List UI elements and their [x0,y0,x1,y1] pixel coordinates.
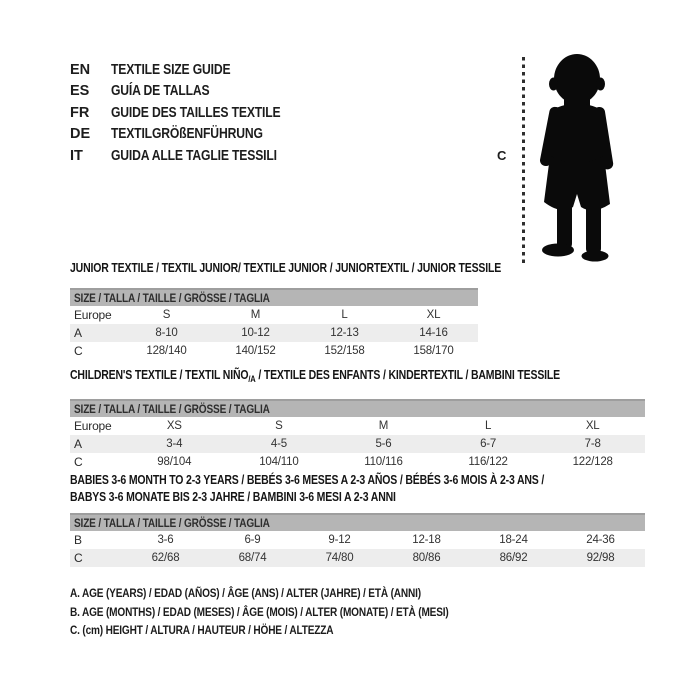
height-measure-label: C [497,148,507,163]
table-title: BABIES 3-6 MONTH TO 2-3 YEARS / BEBÉS 3-6 MESES A 2-3 AÑOS / BÉBÉS 3-6 MOIS À 2-3 ANS / BABYS 3-6 MONATE BIS 2-3 JAHRE / BAMBINI 3-6 MESI A 2-3 ANNI [70,473,545,504]
table-row [70,306,478,324]
size-header-bar: SIZE / TALLA / TAILLE / GRÖSSE / TAGLIA [70,399,645,417]
table-title: JUNIOR TEXTILE / TEXTIL JUNIOR/ TEXTILE JUNIOR / JUNIORTEXTIL / JUNIOR TESSILE [70,261,502,275]
height-cell: 122/128 [572,456,613,468]
language-label: TEXTILGRÖßENFÜHRUNG [111,126,263,143]
row-label: Europe [74,308,112,322]
age-cell: 5-6 [375,438,392,450]
size-cell: L [341,309,348,321]
language-row-de [70,124,313,146]
height-cell: 158/170 [413,345,454,357]
age-cell: 10-12 [241,327,270,339]
table-title: CHILDREN'S TEXTILE / TEXTIL $NIÑO_{/A}$ / TEXTILE DES ENFANTS / KINDERTEXTIL / BAMBINI TESSILE [70,368,561,384]
height-cell: 98/104 [157,456,192,468]
baby-silhouette-icon [531,52,631,264]
size-cell: XS [166,420,182,432]
height-cell: 110/116 [364,456,403,468]
height-cell: 68/74 [238,552,267,564]
table-row [70,435,645,453]
language-code: ES [70,83,90,100]
table-row [70,531,645,549]
size-cell: S [275,420,283,432]
language-row-fr [70,102,313,124]
language-list [70,59,313,167]
language-label: GUÍA DE TALLAS [111,83,210,100]
row-label: C [74,551,83,565]
size-cell: XL [426,309,441,321]
size-cell: M [378,420,389,432]
age-cell: 14-16 [419,327,448,339]
size-cell: S [162,309,171,321]
table-row [70,342,478,360]
age-cell: 6-9 [244,534,261,546]
height-cell: 62/68 [151,552,180,564]
table-row [70,324,478,342]
table-row [70,549,645,567]
height-cell: 86/92 [499,552,528,564]
size-cell: XL [585,420,600,432]
height-cell: 116/122 [468,456,508,468]
age-cell: 18-24 [499,534,528,546]
language-code: IT [70,147,83,164]
age-cell: 4-5 [270,438,287,450]
age-cell: 6-7 [480,438,497,450]
row-label: B [74,533,82,547]
row-label: C [74,344,83,358]
age-cell: 3-6 [157,534,174,546]
height-cell: 140/152 [235,345,276,357]
language-label: GUIDE DES TAILLES TEXTILE [111,104,281,121]
language-row-it [70,145,313,167]
age-cell: 12-18 [412,534,441,546]
childrens-textile-table [70,368,645,471]
footnote-b: B. AGE (MONTHS) / EDAD (MESES) / ÂGE (MOIS) / ALTER (MONATE) / ETÀ (MESI) [70,604,449,619]
language-code: EN [70,61,91,78]
babies-textile-table [70,472,645,567]
row-label: A [74,437,82,451]
height-cell: 74/80 [325,552,354,564]
height-dotted-line [522,57,525,263]
height-cell: 92/98 [586,552,615,564]
language-code: FR [70,104,90,121]
table-row [70,417,645,435]
height-cell: 80/86 [412,552,441,564]
footnote-c: C. (cm) HEIGHT / ALTURA / HAUTEUR / HÖHE / ALTEZZA [70,623,334,637]
age-cell: 8-10 [155,327,178,339]
age-cell: 9-12 [328,534,351,546]
language-label: TEXTILE SIZE GUIDE [111,61,231,78]
language-label: GUIDA ALLE TAGLIE TESSILI [111,147,277,164]
row-label: C [74,455,83,469]
size-header-bar: SIZE / TALLA / TAILLE / GRÖSSE / TAGLIA [70,288,478,306]
footnote-a: A. AGE (YEARS) / EDAD (AÑOS) / ÂGE (ANS) / ALTER (JAHRE) / ETÀ (ANNI) [70,586,421,600]
height-cell: 104/110 [259,456,299,468]
size-cell: L [484,420,492,432]
footnotes [70,584,521,640]
age-cell: 3-4 [166,438,183,450]
size-cell: M [250,309,261,321]
height-cell: 152/158 [324,345,365,357]
row-label: Europe [74,419,112,433]
junior-textile-table [70,261,502,360]
age-cell: 12-13 [330,327,359,339]
age-cell: 7-8 [584,438,601,450]
table-row [70,453,645,471]
language-row-es [70,81,313,103]
age-cell: 24-36 [586,534,615,546]
language-row-en [70,59,313,81]
height-cell: 128/140 [146,345,187,357]
language-code: DE [70,126,91,143]
size-header-bar: SIZE / TALLA / TAILLE / GRÖSSE / TAGLIA [70,513,645,531]
row-label: A [74,326,82,340]
